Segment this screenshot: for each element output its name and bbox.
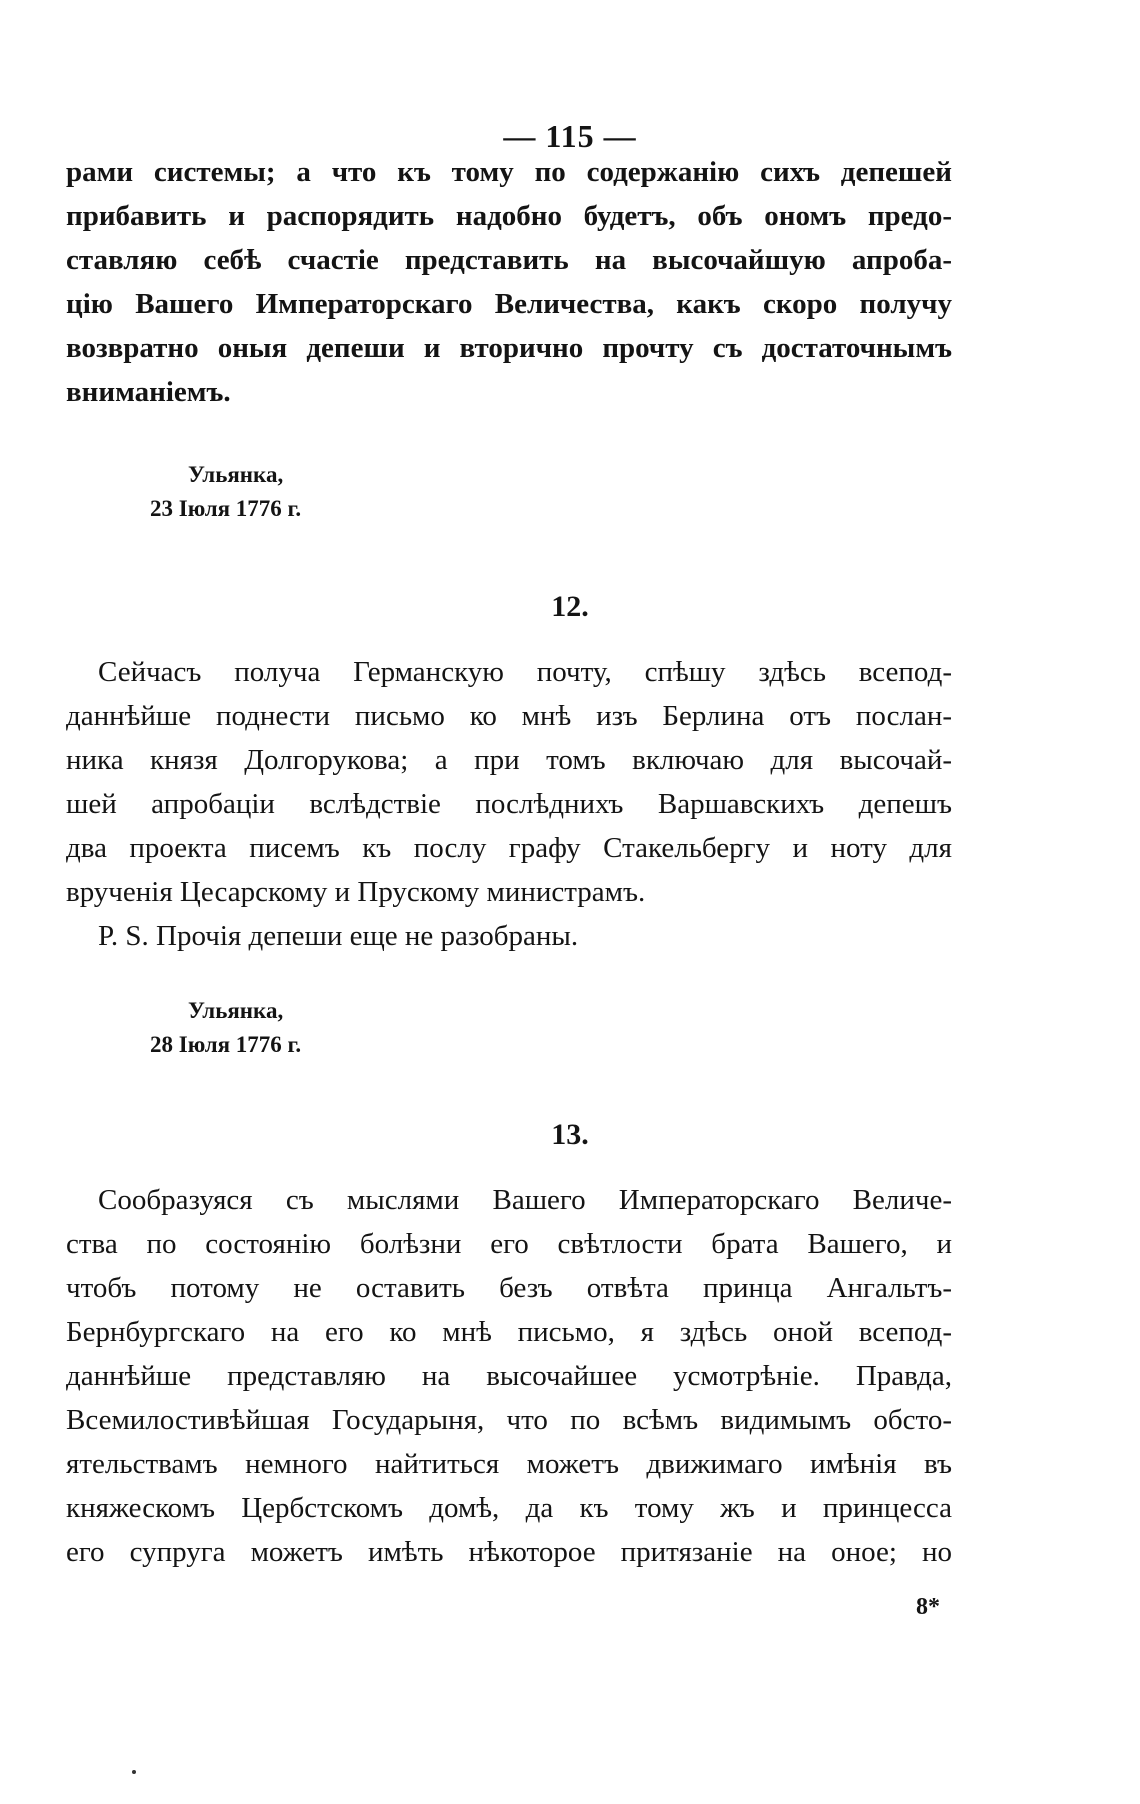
paragraph-line: ства по состоянію болѣзни его свѣтлости брата Вашего, и <box>66 1228 952 1260</box>
page-number: — 115 — <box>503 118 637 154</box>
paragraph-line: даннѣйше представляю на высочайшее усмотрѣніе. Правда, <box>66 1360 952 1392</box>
signature-place: Ульянка, <box>188 998 284 1023</box>
signature-date: 23 Іюля 1776 г. <box>150 496 302 521</box>
paragraph-line: чтобъ потому не оставить безъ отвѣта принца Ангальтъ- <box>66 1272 952 1304</box>
letter-signature <box>150 458 301 526</box>
signature-mark: 8* <box>916 1594 940 1620</box>
paragraph-line: ника князя Долгорукова; а при томъ включаю для высочай- <box>66 744 952 776</box>
signature-place: Ульянка, <box>188 462 284 487</box>
paragraph-line: Сейчасъ получа Германскую почту, спѣшу здѣсь всепод- <box>98 656 952 688</box>
paragraph-line: возвратно оныя депеши и вторично прочту съ достаточнымъ <box>66 332 952 364</box>
paragraph-line: врученія Цесарскому и Прускому министрамъ. <box>66 876 646 908</box>
paragraph-line: вниманіемъ. <box>66 376 231 408</box>
section-number: 12. <box>551 590 589 623</box>
letter-signature <box>150 994 301 1062</box>
paragraph-line: даннѣйше поднести письмо ко мнѣ изъ Берлина отъ послан- <box>66 700 952 732</box>
section-number: 13. <box>551 1118 589 1151</box>
paragraph-line: его супруга можетъ имѣть нѣкоторое притязаніе на оное; но <box>66 1536 952 1568</box>
paragraph-line: цію Вашего Императорскаго Величества, какъ скоро получу <box>66 288 952 320</box>
signature-date: 28 Іюля 1776 г. <box>150 1032 302 1057</box>
paragraph-line: рами системы; а что къ тому по содержанію сихъ депешей <box>66 156 952 188</box>
continuation-paragraph <box>66 150 952 414</box>
paragraph-line: ятельствамъ немного найтиться можетъ движимаго имѣнія въ <box>66 1448 952 1480</box>
paragraph-line: княжескомъ Цербстскомъ домѣ, да къ тому жъ и принцесса <box>66 1492 952 1524</box>
paragraph-line: Сообразуяся съ мыслями Вашего Императорскаго Величе- <box>98 1184 952 1216</box>
letter-12-body <box>66 650 952 958</box>
paragraph-line: шей апробаціи вслѣдствіе послѣднихъ Варшавскихъ депешъ <box>66 788 952 820</box>
paragraph-line: ставляю себѣ счастіе представить на высочайшую апроба- <box>66 244 952 276</box>
scan-speck <box>132 1770 136 1774</box>
paragraph-line: Бернбургскаго на его ко мнѣ письмо, я здѣсь оной всепод- <box>66 1316 952 1348</box>
letter-13-body <box>66 1178 952 1574</box>
paragraph-line: Всемилостивѣйшая Государыня, что по всѣмъ видимымъ обсто- <box>66 1404 952 1436</box>
postscript: P. S. Прочія депеши еще не разобраны. <box>98 920 579 952</box>
paragraph-line: два проекта писемъ къ послу графу Стакельбергу и ноту для <box>66 832 952 864</box>
paragraph-line: прибавить и распорядить надобно будетъ, объ ономъ предо- <box>66 200 952 232</box>
